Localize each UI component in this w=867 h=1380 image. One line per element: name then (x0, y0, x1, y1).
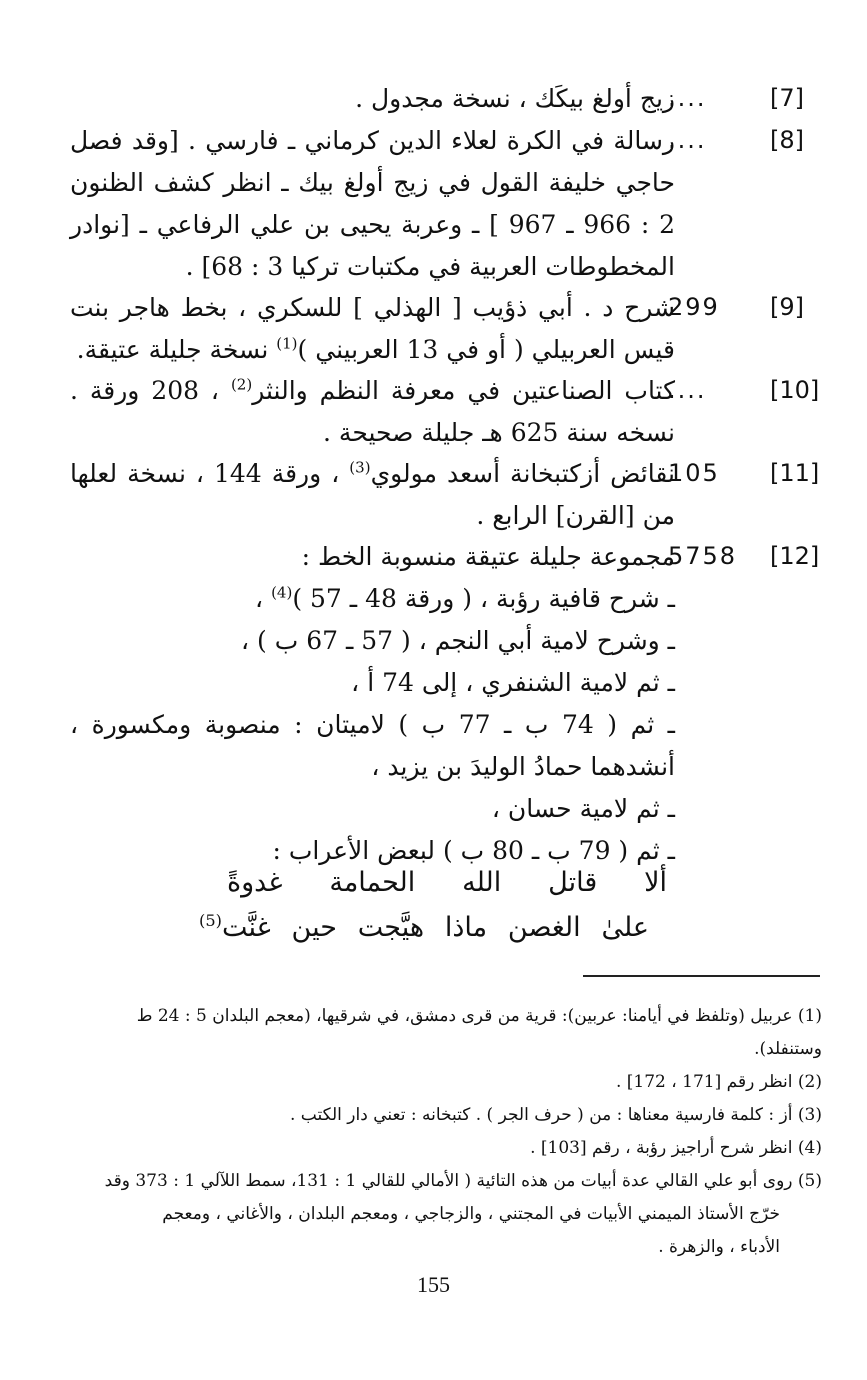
entry-number: [12] (770, 542, 820, 570)
entry-line: نقائض أزكتبخانة أسعد مولوي$^{(3)}$ ، ورقة 144 ، نسخة لعلها من [القرن] الرابع . (70, 458, 675, 530)
footnote-ref: (4) (271, 583, 293, 602)
entry-text (70, 120, 675, 288)
entry-sub-item: ـ ثم لامية الشنفري ، إلى 74 أ ، (351, 668, 675, 697)
footnote-ref: (3) (349, 458, 371, 477)
entry-code: 5758 (668, 542, 738, 570)
poem-line-2: علىٰ الغصن ماذا هيَّجت حين غنَّت$^{(5)}$ (199, 911, 649, 943)
entry-text (70, 453, 675, 537)
entry-code: .... (668, 376, 707, 404)
entry-sub-item: ـ شرح قافية رؤبة ، ( ورقة 48 ـ 57 )$^{(4)}$ ، (255, 583, 675, 613)
footnote-5: (5) روى أبو علي القالي عدة أبيات من هذه التائية ( الأمالي للقالي 1 : 131، سمط اللآلي 1 : 373 وقد (104, 1171, 822, 1191)
entry-code: 299 (668, 293, 720, 321)
entry-text (70, 287, 675, 371)
footnote-3: (3) أز : كلمة فارسية معناها : من ( حرف الجر ) . كتبخانه : تعني دار الكتب . (289, 1105, 822, 1125)
footnote-2: (2) انظر رقم [171 ، 172] . (615, 1072, 822, 1092)
entry-8 (70, 120, 830, 290)
entry-sub-item: ـ ثم ( 74 ب ـ 77 ب ) لاميتان : منصوبة ومكسورة ، أنشدهما حمادُ الوليدَ بن يزيد ، (70, 710, 676, 781)
entry-number: [10] (770, 376, 820, 404)
entry-line: زيج أولغ بيكَك ، نسخة مجدول . (355, 84, 675, 113)
entry-code: 105 (668, 459, 720, 487)
entry-line: شرح د . أبي ذؤيب [ الهذلي ] للسكري ، بخط هاجر بنت قيس العربيلي ( أو في 13 العربيني )$^{(1)}$ نسخة جليلة عتيقة. (70, 293, 675, 364)
entry-sub-item: ـ وشرح لامية أبي النجم ، ( 57 ـ 67 ب ) ، (241, 626, 675, 655)
entry-sub-item: ـ ثم ( 79 ب ـ 80 ب ) لبعض الأعراب : (272, 836, 675, 865)
entry-number: [9] (770, 293, 804, 321)
entry-text (70, 370, 675, 454)
entry-11 (70, 453, 830, 537)
entry-12 (70, 536, 830, 866)
footnotes (70, 1000, 822, 1264)
footnote-4: (4) انظر شرح أراجيز رؤبة ، رقم [103] . (530, 1138, 822, 1158)
entry-text (70, 536, 675, 872)
footnote-1: (1) عربيل (وتلفظ في أيامنا: عربين): قرية من قرى دمشق، في شرقيها، (معجم البلدان 5 : 24 ط وستنفلد). (136, 1006, 822, 1059)
entry-code: .... (668, 126, 707, 154)
page-number: 155 (417, 1272, 450, 1297)
entry-line: مجموعة جليلة عتيقة منسوبة الخط : (301, 542, 675, 571)
entry-number: [11] (770, 459, 820, 487)
entry-sub-item: ـ ثم لامية حسان ، (491, 794, 675, 823)
entry-7 (70, 78, 830, 122)
footnote-5-continued: خرّج الأستاذ الميمني الأبيات في المجتني ، والزجاجي ، ومعجم البلدان ، والأغاني ، ومعجم (162, 1204, 780, 1224)
entry-number: [7] (770, 84, 804, 112)
footnote-ref: (5) (199, 911, 222, 930)
footnote-divider (583, 975, 820, 977)
entry-10 (70, 370, 830, 454)
footnote-ref: (2) (230, 375, 253, 394)
entry-code: .... (668, 84, 707, 112)
poem-line-1: ألا قاتل الله الحمامة غدوةً (227, 867, 667, 898)
footnote-ref: (1) (276, 334, 298, 353)
entry-line: رسالة في الكرة لعلاء الدين كرماني ـ فارسي . [وقد فصل حاجي خليفة القول في زيج أولغ بيك ـ انظر كشف الظنون 2 : 966 ـ 967 ] ـ وعربة يحيى بن علي الرفاعي ـ [نوادر المخطوطات العربية في مكتبات تركيا 3 : 68] . (70, 126, 676, 281)
entry-line: كتاب الصناعتين في معرفة النظم والنثر$^{(2)}$ ، 208 ورقة . نسخه سنة 625 هـ جليلة صحيحة . (70, 375, 676, 447)
footnote-5-continued: الأدباء ، والزهرة . (658, 1237, 780, 1257)
entry-9 (70, 287, 830, 371)
entry-number: [8] (770, 126, 804, 154)
entry-text (70, 78, 675, 120)
